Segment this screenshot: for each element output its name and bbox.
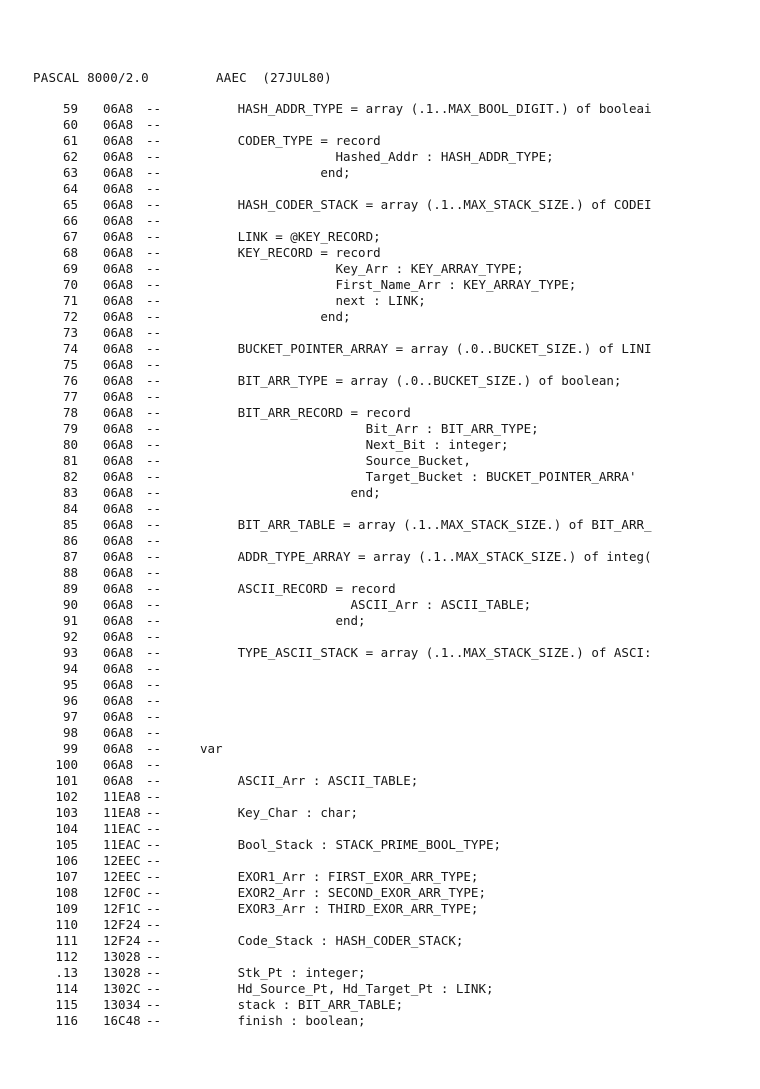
address: 06A8 <box>103 373 134 388</box>
address: 06A8 <box>103 533 134 548</box>
line-number: 116 <box>55 1013 78 1028</box>
line-number: 104 <box>55 821 78 836</box>
address: 06A8 <box>103 581 134 596</box>
nesting-flag: -- <box>146 757 162 772</box>
nesting-flag: -- <box>146 949 162 964</box>
listing-line <box>0 501 760 517</box>
listing-line <box>0 853 760 869</box>
line-number: 99 <box>62 741 78 756</box>
line-number: 82 <box>62 469 78 484</box>
address: 06A8 <box>103 421 134 436</box>
address: 06A8 <box>103 565 134 580</box>
source-code: Bit_Arr : BIT_ARR_TYPE; <box>200 421 539 436</box>
listing-line <box>0 725 760 741</box>
nesting-flag: -- <box>146 565 162 580</box>
address: 06A8 <box>103 549 134 564</box>
listing-line <box>0 1013 760 1029</box>
nesting-flag: -- <box>146 437 162 452</box>
listing-line <box>0 581 760 597</box>
listing-line <box>0 933 760 949</box>
source-code: Hd_Source_Pt, Hd_Target_Pt : LINK; <box>200 981 494 996</box>
nesting-flag: -- <box>146 165 162 180</box>
address: 06A8 <box>103 613 134 628</box>
listing-line <box>0 965 760 981</box>
listing-line <box>0 549 760 565</box>
line-number: 115 <box>55 997 78 1012</box>
line-number: 73 <box>62 325 78 340</box>
listing-line <box>0 117 760 133</box>
nesting-flag: -- <box>146 597 162 612</box>
address: 13028 <box>103 949 141 964</box>
nesting-flag: -- <box>146 245 162 260</box>
source-code: Hashed_Addr : HASH_ADDR_TYPE; <box>200 149 554 164</box>
nesting-flag: -- <box>146 373 162 388</box>
line-number: 112 <box>55 949 78 964</box>
address: 06A8 <box>103 117 134 132</box>
listing-line <box>0 565 760 581</box>
address: 12EEC <box>103 853 141 868</box>
address: 12F0C <box>103 885 141 900</box>
nesting-flag: -- <box>146 549 162 564</box>
line-number: 79 <box>62 421 78 436</box>
address: 06A8 <box>103 693 134 708</box>
address: 06A8 <box>103 357 134 372</box>
listing-line <box>0 517 760 533</box>
address: 06A8 <box>103 469 134 484</box>
nesting-flag: -- <box>146 149 162 164</box>
nesting-flag: -- <box>146 725 162 740</box>
line-number: 88 <box>62 565 78 580</box>
source-code: Stk_Pt : integer; <box>200 965 366 980</box>
listing-line <box>0 709 760 725</box>
line-number: 86 <box>62 533 78 548</box>
address: 06A8 <box>103 757 134 772</box>
listing-line <box>0 261 760 277</box>
listing-line <box>0 741 760 757</box>
address: 06A8 <box>103 597 134 612</box>
address: 06A8 <box>103 197 134 212</box>
address: 06A8 <box>103 709 134 724</box>
line-number: 76 <box>62 373 78 388</box>
line-number: 81 <box>62 453 78 468</box>
address: 12EEC <box>103 869 141 884</box>
listing-line <box>0 789 760 805</box>
nesting-flag: -- <box>146 741 162 756</box>
line-number: 85 <box>62 517 78 532</box>
nesting-flag: -- <box>146 517 162 532</box>
listing-line <box>0 229 760 245</box>
source-code: BUCKET_POINTER_ARRAY = array (.0..BUCKET_SIZE.) of LINI <box>200 341 652 356</box>
nesting-flag: -- <box>146 805 162 820</box>
listing-line <box>0 613 760 629</box>
nesting-flag: -- <box>146 869 162 884</box>
source-code: end; <box>200 613 366 628</box>
line-number: 75 <box>62 357 78 372</box>
listing-line <box>0 917 760 933</box>
address: 06A8 <box>103 517 134 532</box>
nesting-flag: -- <box>146 1013 162 1028</box>
source-code: Code_Stack : HASH_CODER_STACK; <box>200 933 464 948</box>
line-number: 105 <box>55 837 78 852</box>
source-code: end; <box>200 165 351 180</box>
source-code: TYPE_ASCII_STACK = array (.1..MAX_STACK_SIZE.) of ASCI: <box>200 645 652 660</box>
line-number: 67 <box>62 229 78 244</box>
address: 06A8 <box>103 773 134 788</box>
nesting-flag: -- <box>146 309 162 324</box>
address: 06A8 <box>103 677 134 692</box>
source-listing <box>0 101 760 1029</box>
address: 06A8 <box>103 261 134 276</box>
nesting-flag: -- <box>146 181 162 196</box>
source-code: end; <box>200 309 351 324</box>
address: 06A8 <box>103 213 134 228</box>
nesting-flag: -- <box>146 709 162 724</box>
address: 06A8 <box>103 325 134 340</box>
line-number: 80 <box>62 437 78 452</box>
listing-line <box>0 645 760 661</box>
address: 06A8 <box>103 405 134 420</box>
line-number: 68 <box>62 245 78 260</box>
line-number: 95 <box>62 677 78 692</box>
source-code: var <box>200 741 223 756</box>
listing-line <box>0 885 760 901</box>
listing-line <box>0 213 760 229</box>
listing-line <box>0 693 760 709</box>
address: 06A8 <box>103 181 134 196</box>
address: 06A8 <box>103 277 134 292</box>
listing-line <box>0 373 760 389</box>
line-number: 65 <box>62 197 78 212</box>
nesting-flag: -- <box>146 981 162 996</box>
line-number: 70 <box>62 277 78 292</box>
source-code: CODER_TYPE = record <box>200 133 381 148</box>
address: 12F24 <box>103 917 141 932</box>
nesting-flag: -- <box>146 661 162 676</box>
listing-line <box>0 997 760 1013</box>
listing-line <box>0 773 760 789</box>
listing-line <box>0 981 760 997</box>
nesting-flag: -- <box>146 101 162 116</box>
listing-line <box>0 245 760 261</box>
listing-line <box>0 357 760 373</box>
nesting-flag: -- <box>146 501 162 516</box>
nesting-flag: -- <box>146 613 162 628</box>
nesting-flag: -- <box>146 325 162 340</box>
line-number: 102 <box>55 789 78 804</box>
address: 11EA8 <box>103 805 141 820</box>
address: 06A8 <box>103 309 134 324</box>
source-code: stack : BIT_ARR_TABLE; <box>200 997 404 1012</box>
line-number: 114 <box>55 981 78 996</box>
line-number: 98 <box>62 725 78 740</box>
address: 06A8 <box>103 293 134 308</box>
listing-line <box>0 437 760 453</box>
address: 06A8 <box>103 453 134 468</box>
source-code: end; <box>200 485 381 500</box>
nesting-flag: -- <box>146 213 162 228</box>
line-number: 87 <box>62 549 78 564</box>
line-number: 61 <box>62 133 78 148</box>
nesting-flag: -- <box>146 229 162 244</box>
listing-line <box>0 309 760 325</box>
address: 13034 <box>103 997 141 1012</box>
line-number: 74 <box>62 341 78 356</box>
nesting-flag: -- <box>146 837 162 852</box>
address: 06A8 <box>103 149 134 164</box>
listing-line <box>0 325 760 341</box>
nesting-flag: -- <box>146 645 162 660</box>
listing-line <box>0 133 760 149</box>
address: 11EA8 <box>103 789 141 804</box>
source-code: Key_Char : char; <box>200 805 359 820</box>
line-number: 100 <box>55 757 78 772</box>
line-number: 78 <box>62 405 78 420</box>
nesting-flag: -- <box>146 421 162 436</box>
listing-line <box>0 629 760 645</box>
nesting-flag: -- <box>146 933 162 948</box>
line-number: 106 <box>55 853 78 868</box>
address: 11EAC <box>103 837 141 852</box>
listing-line <box>0 837 760 853</box>
nesting-flag: -- <box>146 533 162 548</box>
source-code: ADDR_TYPE_ARRAY = array (.1..MAX_STACK_SIZE.) of integ( <box>200 549 652 564</box>
nesting-flag: -- <box>146 453 162 468</box>
listing-line <box>0 149 760 165</box>
listing-line <box>0 485 760 501</box>
address: 06A8 <box>103 101 134 116</box>
listing-line <box>0 533 760 549</box>
nesting-flag: -- <box>146 581 162 596</box>
line-number: 103 <box>55 805 78 820</box>
source-code: Target_Bucket : BUCKET_POINTER_ARRA' <box>200 469 637 484</box>
line-number: 108 <box>55 885 78 900</box>
nesting-flag: -- <box>146 261 162 276</box>
listing-line <box>0 869 760 885</box>
line-number: 93 <box>62 645 78 660</box>
source-code: EXOR2_Arr : SECOND_EXOR_ARR_TYPE; <box>200 885 486 900</box>
address: 06A8 <box>103 389 134 404</box>
listing-line <box>0 469 760 485</box>
source-code: finish : boolean; <box>200 1013 366 1028</box>
line-number: 66 <box>62 213 78 228</box>
listing-line <box>0 165 760 181</box>
line-number: 59 <box>62 101 78 116</box>
line-number: 110 <box>55 917 78 932</box>
nesting-flag: -- <box>146 197 162 212</box>
source-code: LINK = @KEY_RECORD; <box>200 229 381 244</box>
nesting-flag: -- <box>146 885 162 900</box>
nesting-flag: -- <box>146 677 162 692</box>
listing-line <box>0 453 760 469</box>
source-code: ASCII_Arr : ASCII_TABLE; <box>200 597 532 612</box>
nesting-flag: -- <box>146 629 162 644</box>
nesting-flag: -- <box>146 773 162 788</box>
source-code: Bool_Stack : STACK_PRIME_BOOL_TYPE; <box>200 837 502 852</box>
line-number: 89 <box>62 581 78 596</box>
source-code: HASH_CODER_STACK = array (.1..MAX_STACK_SIZE.) of CODEI <box>200 197 652 212</box>
line-number: 91 <box>62 613 78 628</box>
compiler-version: PASCAL 8000/2.0 <box>33 70 149 85</box>
nesting-flag: -- <box>146 901 162 916</box>
line-number: 101 <box>55 773 78 788</box>
address: 06A8 <box>103 645 134 660</box>
source-code: First_Name_Arr : KEY_ARRAY_TYPE; <box>200 277 577 292</box>
listing-line <box>0 341 760 357</box>
address: 06A8 <box>103 341 134 356</box>
listing-line <box>0 421 760 437</box>
address: 06A8 <box>103 741 134 756</box>
listing-line <box>0 197 760 213</box>
line-number: 62 <box>62 149 78 164</box>
source-code: Key_Arr : KEY_ARRAY_TYPE; <box>200 261 524 276</box>
address: 16C48 <box>103 1013 141 1028</box>
line-number: 109 <box>55 901 78 916</box>
line-number: 72 <box>62 309 78 324</box>
address: 06A8 <box>103 661 134 676</box>
line-number: 111 <box>55 933 78 948</box>
address: 06A8 <box>103 133 134 148</box>
line-number: 63 <box>62 165 78 180</box>
source-code: BIT_ARR_TABLE = array (.1..MAX_STACK_SIZE.) of BIT_ARR_ <box>200 517 652 532</box>
listing-line <box>0 949 760 965</box>
source-code: KEY_RECORD = record <box>200 245 381 260</box>
nesting-flag: -- <box>146 485 162 500</box>
nesting-flag: -- <box>146 133 162 148</box>
line-number: 71 <box>62 293 78 308</box>
line-number: .13 <box>55 965 78 980</box>
address: 06A8 <box>103 501 134 516</box>
nesting-flag: -- <box>146 357 162 372</box>
source-code: EXOR3_Arr : THIRD_EXOR_ARR_TYPE; <box>200 901 479 916</box>
nesting-flag: -- <box>146 117 162 132</box>
source-code: ASCII_RECORD = record <box>200 581 396 596</box>
nesting-flag: -- <box>146 341 162 356</box>
nesting-flag: -- <box>146 997 162 1012</box>
line-number: 84 <box>62 501 78 516</box>
listing-line <box>0 101 760 117</box>
listing-line <box>0 901 760 917</box>
nesting-flag: -- <box>146 693 162 708</box>
address: 12F24 <box>103 933 141 948</box>
address: 13028 <box>103 965 141 980</box>
source-code: HASH_ADDR_TYPE = array (.1..MAX_BOOL_DIGIT.) of booleai <box>200 101 652 116</box>
address: 11EAC <box>103 821 141 836</box>
address: 06A8 <box>103 245 134 260</box>
listing-line <box>0 661 760 677</box>
source-code: ASCII_Arr : ASCII_TABLE; <box>200 773 419 788</box>
listing-line <box>0 757 760 773</box>
nesting-flag: -- <box>146 469 162 484</box>
address: 06A8 <box>103 485 134 500</box>
nesting-flag: -- <box>146 789 162 804</box>
source-code: BIT_ARR_TYPE = array (.0..BUCKET_SIZE.) of boolean; <box>200 373 622 388</box>
line-number: 94 <box>62 661 78 676</box>
line-number: 69 <box>62 261 78 276</box>
listing-line <box>0 597 760 613</box>
listing-line <box>0 405 760 421</box>
line-number: 83 <box>62 485 78 500</box>
source-code: EXOR1_Arr : FIRST_EXOR_ARR_TYPE; <box>200 869 479 884</box>
listing-line <box>0 389 760 405</box>
nesting-flag: -- <box>146 917 162 932</box>
listing-line <box>0 821 760 837</box>
nesting-flag: -- <box>146 405 162 420</box>
address: 06A8 <box>103 165 134 180</box>
program-name-date: AAEC (27JUL80) <box>216 70 332 85</box>
listing-line <box>0 277 760 293</box>
nesting-flag: -- <box>146 389 162 404</box>
line-number: 107 <box>55 869 78 884</box>
address: 06A8 <box>103 629 134 644</box>
nesting-flag: -- <box>146 821 162 836</box>
nesting-flag: -- <box>146 853 162 868</box>
address: 06A8 <box>103 725 134 740</box>
line-number: 77 <box>62 389 78 404</box>
line-number: 90 <box>62 597 78 612</box>
listing-line <box>0 293 760 309</box>
listing-line <box>0 805 760 821</box>
nesting-flag: -- <box>146 965 162 980</box>
source-code: Source_Bucket, <box>200 453 471 468</box>
source-code: next : LINK; <box>200 293 426 308</box>
address: 06A8 <box>103 437 134 452</box>
listing-line <box>0 677 760 693</box>
line-number: 96 <box>62 693 78 708</box>
listing-line <box>0 181 760 197</box>
nesting-flag: -- <box>146 277 162 292</box>
line-number: 64 <box>62 181 78 196</box>
line-number: 60 <box>62 117 78 132</box>
address: 06A8 <box>103 229 134 244</box>
source-code: BIT_ARR_RECORD = record <box>200 405 411 420</box>
address: 12F1C <box>103 901 141 916</box>
nesting-flag: -- <box>146 293 162 308</box>
line-number: 97 <box>62 709 78 724</box>
source-code: Next_Bit : integer; <box>200 437 509 452</box>
line-number: 92 <box>62 629 78 644</box>
address: 1302C <box>103 981 141 996</box>
